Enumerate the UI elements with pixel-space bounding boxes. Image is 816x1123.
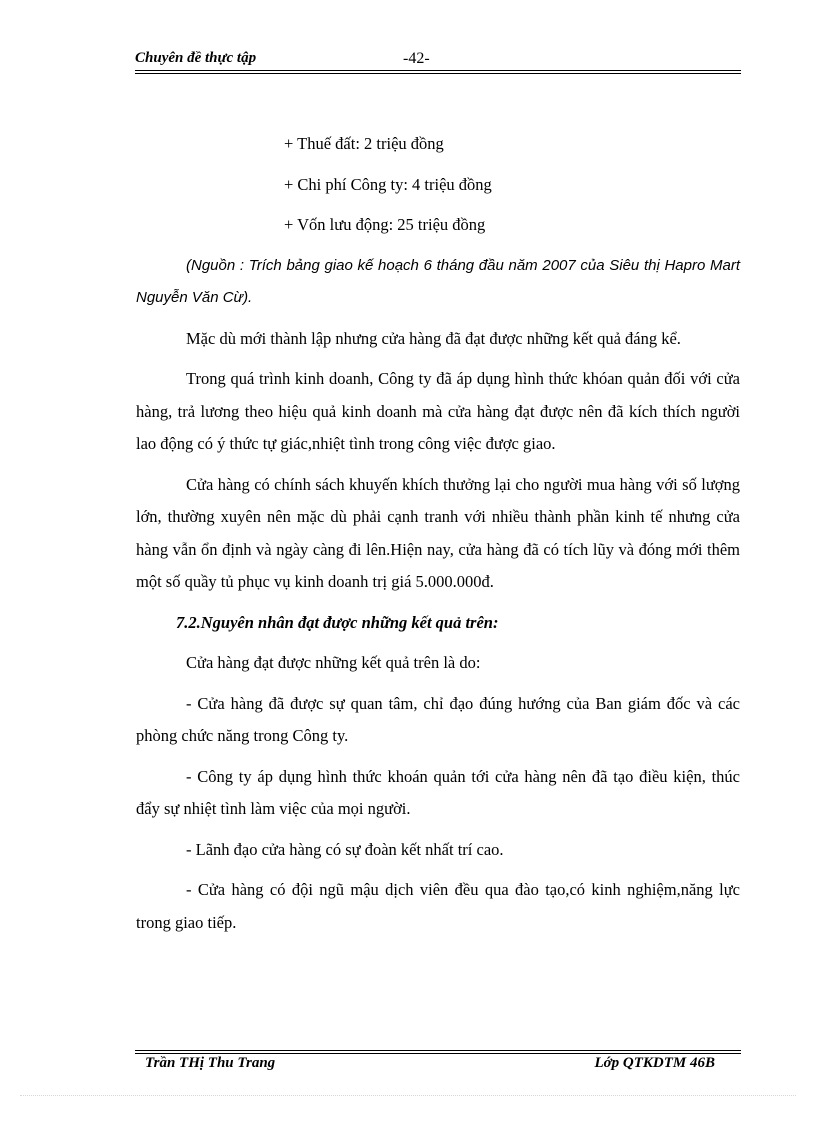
section-heading: 7.2.Nguyên nhân đạt được những kết quả trên: bbox=[176, 612, 499, 632]
section-intro: Cửa hàng đạt được những kết quả trên là do: bbox=[186, 653, 481, 672]
footer-rule bbox=[135, 1050, 741, 1054]
cost-item: + Vốn lưu động: 25 triệu đồng bbox=[284, 215, 486, 234]
footer-class: Lớp QTKDTM 46B bbox=[594, 1055, 715, 1071]
page-footer bbox=[145, 1055, 715, 1077]
paragraph: Mặc dù mới thành lập nhưng cửa hàng đã đạt được những kết quả đáng kể. bbox=[186, 328, 681, 348]
reason-item: - Cửa hàng có đội ngũ mậu dịch viên đều qua đào tạo,có kinh nghiệm,năng lực trong giao tiếp. bbox=[136, 880, 740, 932]
cost-item: + Chi phí Công ty: 4 triệu đồng bbox=[284, 174, 492, 194]
document-body bbox=[136, 128, 740, 947]
header-title: Chuyên đề thực tập bbox=[135, 50, 257, 66]
page-bottom-dotted-line bbox=[20, 1095, 796, 1096]
header-rule bbox=[135, 70, 741, 74]
reason-item: - Cửa hàng đã được sự quan tâm, chỉ đạo đúng hướng của Ban giám đốc và các phòng chức năng trong Công ty. bbox=[136, 693, 740, 745]
page-header bbox=[135, 50, 740, 70]
cost-item: + Thuế đất: 2 triệu đồng bbox=[284, 134, 444, 153]
paragraph: Cửa hàng có chính sách khuyến khích thưởng lại cho người mua hàng với số lượng lớn, thường xuyên nên mặc dù phải cạnh tranh với nhiều thành phần kinh tế nhưng cửa hàng vẫn ổn định và ngày càng đi lên.Hiện nay, cửa hàng đã có tích lũy và đóng mới thêm một số quầy tủ phục vụ kinh doanh trị giá 5.000.000đ. bbox=[136, 474, 740, 591]
footer-author: Trần THị Thu Trang bbox=[145, 1055, 276, 1071]
source-note: (Nguồn : Trích bảng giao kế hoạch 6 tháng đầu năm 2007 của Siêu thị Hapro Mart Nguyễn Văn Cừ). bbox=[136, 256, 740, 306]
reason-item: - Lãnh đạo cửa hàng có sự đoàn kết nhất trí cao. bbox=[186, 839, 504, 859]
page-number: -42- bbox=[403, 50, 430, 67]
reason-item: - Công ty áp dụng hình thức khoán quản tới cửa hàng nên đã tạo điều kiện, thúc đẩy sự nhiệt tình làm việc của mọi người. bbox=[136, 766, 740, 818]
paragraph: Trong quá trình kinh doanh, Công ty đã áp dụng hình thức khóan quản đối với cửa hàng, trả lương theo hiệu quả kinh doanh mà cửa hàng đạt được nên đã kích thích người lao động có ý thức tự giác,nhiệt tình trong công việc được giao. bbox=[136, 369, 740, 453]
